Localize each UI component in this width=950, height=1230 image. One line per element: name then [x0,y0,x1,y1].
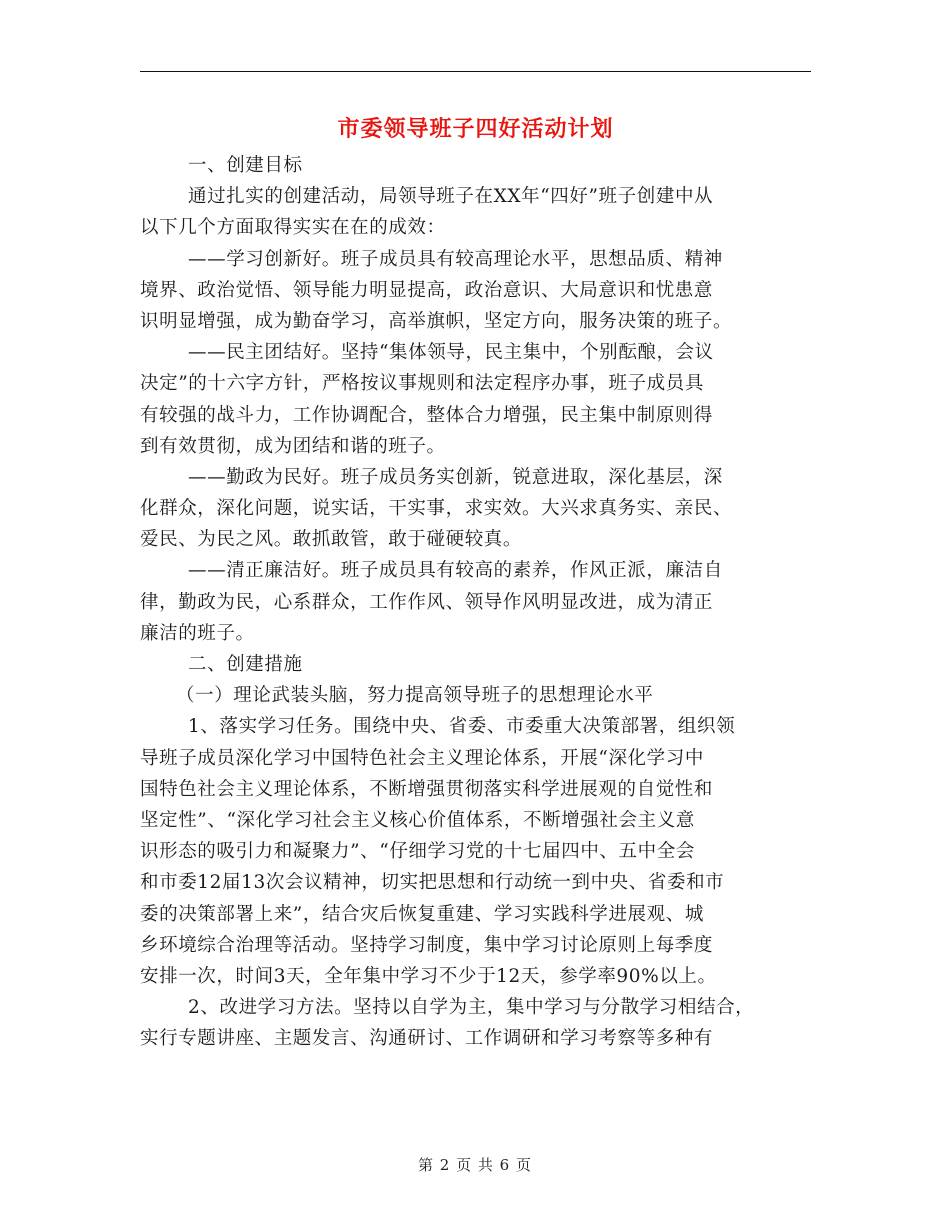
header-rule [140,71,811,72]
paragraph-line: ——勤政为民好。班子成员务实创新，锐意进取，深化基层，深 [188,466,723,488]
paragraph-line: 到有效贯彻，成为团结和谐的班子。 [140,435,446,457]
section-heading: 二、创建措施 [188,654,303,675]
paragraph-line: 识形态的吸引力和凝聚力”、“仔细学习党的十七届四中、五中全会 [140,841,695,863]
paragraph-line: 律，勤政为民，心系群众，工作作风、领导作风明显改进，成为清正 [140,591,714,613]
paragraph-line: 境界、政治觉悟、领导能力明显提高，政治意识、大局意识和忧患意 [140,279,714,301]
section-heading: 一、创建目标 [188,155,303,176]
document-body [140,150,820,1054]
paragraph-line: 通过扎实的创建活动，局领导班子在XX年“四好”班子创建中从 [188,186,714,208]
paragraph-line: 国特色社会主义理论体系，不断增强贯彻落实科学进展观的自觉性和 [140,778,714,800]
page-number: 第 2 页 共 6 页 [418,1156,532,1174]
paragraph-line: 和市委12届13次会议精神，切实把思想和行动统一到中央、省委和市 [140,872,725,894]
document-title: 市委领导班子四好活动计划 [337,116,614,142]
paragraph-line: 实行专题讲座、主题发言、沟通研讨、工作调研和学习考察等多种有 [140,1028,714,1050]
paragraph-line: 识明显增强，成为勤奋学习，高举旗帜，坚定方向，服务决策的班子。 [140,310,733,332]
paragraph-line: ——民主团结好。坚持“集体领导，民主集中，个别酝酿，会议 [188,342,714,364]
paragraph-line: 1、落实学习任务。围绕中央、省委、市委重大决策部署，组织领 [188,716,736,738]
paragraph-line: 有较强的战斗力，工作协调配合，整体合力增强，民主集中制原则得 [140,404,714,426]
paragraph-line: 乡环境综合治理等活动。坚持学习制度，集中学习讨论原则上每季度 [140,934,714,956]
paragraph-line: 导班子成员深化学习中国特色社会主义理论体系，开展“深化学习中 [140,747,704,769]
subsection-heading: （一）理论武装头脑，努力提高领导班子的思想理论水平 [176,685,654,707]
paragraph-line: 2、改进学习方法。坚持以自学为主，集中学习与分散学习相结合， [188,997,755,1019]
paragraph-line: 廉洁的班子。 [140,622,255,644]
paragraph-line: ——学习创新好。班子成员具有较高理论水平，思想品质、精神 [188,248,723,270]
paragraph-line: ——清正廉洁好。班子成员具有较高的素养，作风正派，廉洁自 [188,560,723,582]
paragraph-line: 爱民、为民之风。敢抓敢管，敢于碰硬较真。 [140,529,523,551]
paragraph-line: 委的决策部署上来”，结合灾后恢复重建、学习实践科学进展观、城 [140,903,704,925]
paragraph-line: 安排一次，时间3天，全年集中学习不少于12天，参学率90%以上。 [140,965,717,987]
paragraph-line: 以下几个方面取得实实在在的成效： [140,217,446,239]
paragraph-line: 化群众，深化问题，说实话，干实事，求实效。大兴求真务实、亲民、 [140,498,733,520]
paragraph-line: 决定”的十六字方针，严格按议事规则和法定程序办事，班子成员具 [140,373,704,395]
paragraph-line: 坚定性”、“深化学习社会主义核心价值体系，不断增强社会主义意 [140,809,695,831]
